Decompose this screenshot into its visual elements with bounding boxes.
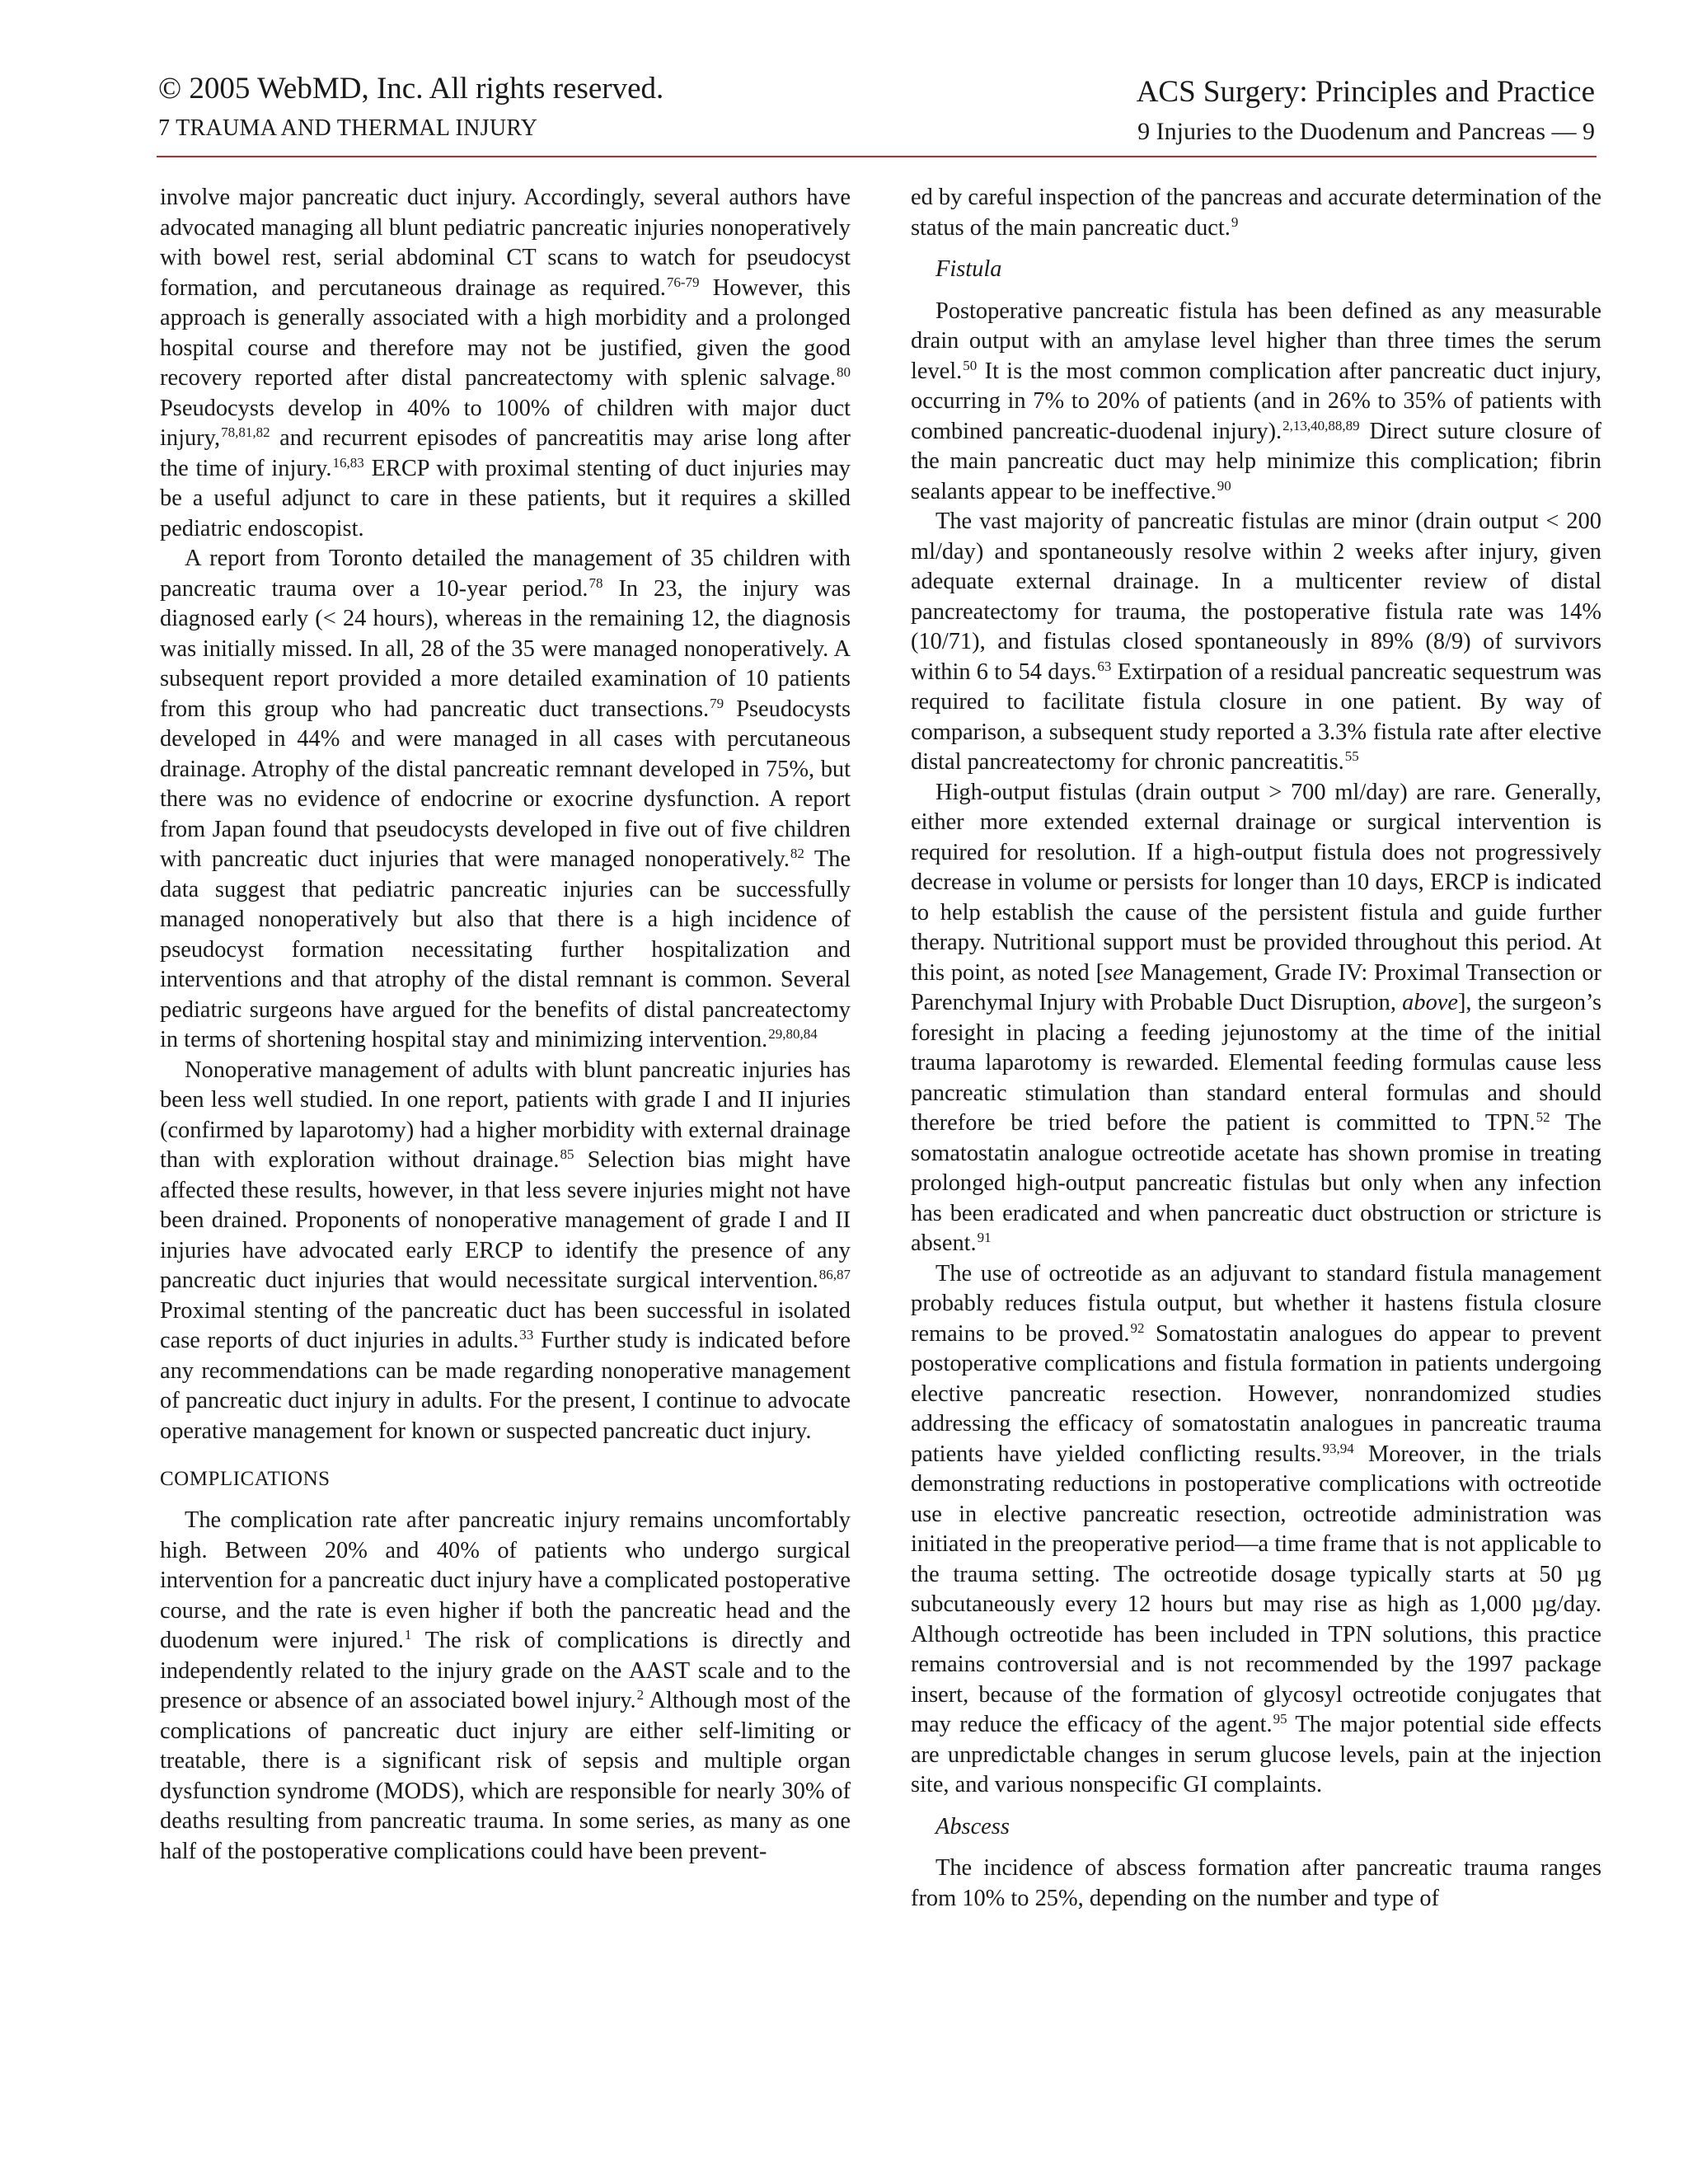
citation: 82 [790,846,804,861]
citation: 63 [1097,658,1112,674]
citation: 78 [588,574,603,591]
citation: 92 [1130,1319,1145,1336]
paragraph: Nonoperative management of adults with blunt pancreatic injuries has been less well studied. In one report, patients with grade I and II injuries (confirmed by laparotomy) had a higher morbidity with external drainage than with exploration without drainage.$^{85}$ Selection bias might have affected these results, however, in that less severe injuries might not have been drained. Proponents of nonoperative management of grade I and II injuries have advocated early ERCP to identify the presence of any pancreatic duct injuries that would necessitate surgical intervention.$^{86,87}$ Proximal stenting of the pancreatic duct has been successful in isolated case reports of duct injuries in adults.$^{33}$ Further study is indicated before any recommendations can be made regarding nonoperative management of pancreatic duct injury in adults. For the present, I continue to advocate operative management for known or suspected pancreatic duct injury. [160,1057,851,1444]
subheading-abscess: Abscess [935,1813,1010,1840]
cross-reference-see: see [1104,959,1134,986]
citation: 91 [977,1230,992,1245]
header-rule [157,156,1597,157]
citation: 80 [837,364,851,380]
citation: 2,13,40,88,89 [1282,417,1360,434]
citation: 76-79 [666,274,700,290]
section-title: 7 TRAUMA AND THERMAL INJURY [158,115,538,141]
citation: 50 [963,357,978,373]
citation: 78,81,82 [221,424,270,440]
cross-reference-above: above [1402,990,1458,1015]
citation: 2 [636,1687,645,1703]
paragraph: The complication rate after pancreatic injury remains uncomfortably high. Between 20% and 40% of patients who undergo surgical intervention for a pancreatic duct injury have a complicated postoperative course, and the rate is even higher if both the pancreatic head and the duodenum were injured.$^1$ The risk of complications is directly and independently related to the injury grade on the AAST scale and to the presence or absence of an associated bowel injury.$^2$ Although most of the complications of pancreatic duct injury are either self-limiting or treatable, there is a significant risk of sepsis and multiple organ dysfunction syndrome (MODS), which are responsible for nearly 30% of deaths resulting from pancreatic trauma. In some series, as many as one half of the postoperative complications could have been prevent- [160,1507,851,1864]
section-heading-complications: COMPLICATIONS [160,1468,331,1490]
citation: 1 [404,1627,412,1643]
citation: 16,83 [332,454,364,471]
paragraph: ed by careful inspection of the pancreas and accurate determination of the status of the main pancreatic duct.$^9$ [911,185,1601,241]
paragraph: The use of octreotide as an adjuvant to standard fistula management probably reduces fistula output, but whether it hastens fistula closure remains to be proved.$^{92}$ Somatostatin analogues do appear to prevent postoperative complications and fistula formation in patients undergoing elective pancreatic resection. However, nonrandomized studies addressing the efficacy of somatostatin analogues in pancreatic trauma patients have yielded conflicting results.$^{93,94}$ Moreover, in the trials demonstrating reductions in postoperative complications with octreotide use in elective pancreatic resection, octreotide administration was initiated in the preoperative period—a time frame that is not applicable to the trauma setting. The octreotide dosage typically starts at 50 µg subcutaneously every 12 hours but may rise as high as 1,000 µg/day. Although octreotide has been included in TPN solutions, this practice remains controversial and is not recommended by the 1997 package insert, because of the formation of glycosyl octreotide conjugates that may reduce the efficacy of the agent.$^{95}$ The major potential side effects are unpredictable changes in serum glucose levels, pain at the injection site, and various nonspecific GI complaints. [911,1260,1602,1797]
paragraph: High-output fistulas (drain output > 700 ml/day) are rare. Generally, either more extended external drainage or surgical intervention is required for resolution. If a high-output fistula does not progressively decrease in volume or persists for longer than 10 days, ERCP is indicated to help establish the cause of the persistent fistula and guide further therapy. Nutritional support must be provided throughout this period. At this point, as noted [see Management, Grade IV: Proximal Transection or Parenchymal Injury with Probable Duct Disruption, above], the surgeon’s foresight in placing a feeding jejunostomy at the time of the initial trauma laparotomy is rewarded. Elemental feeding formulas cause less pancreatic stimulation than standard enteral formulas and should therefore be tried before the patient is committed to TPN.$^{52}$ The somatostatin analogue octreotide acetate has shown promise in treating prolonged high-output pancreatic fistulas but only when any infection has been eradicated and when pancreatic duct obstruction or stricture is absent.$^{91}$ [911,779,1602,1256]
right-column [911,183,1601,1914]
citation: 90 [1217,477,1231,494]
subheading-fistula: Fistula [935,256,1002,282]
paragraph: Postoperative pancreatic fistula has been defined as any measurable drain output with an amylase level higher than three times the serum level.$^{50}$ It is the most common complication after pancreatic duct injury, occurring in 7% to 20% of patients (and in 26% to 35% of patients with combined pancreatic-duodenal injury).$^{2,13,40,88,89}$ Direct suture closure of the main pancreatic duct may help minimize this complication; fibrin sealants appear to be ineffective.$^{90}$ [911,298,1602,504]
chapter-title: 9 Injuries to the Duodenum and Pancreas — 9 [1137,118,1595,145]
citation: 95 [1273,1711,1287,1727]
citation: 93,94 [1322,1440,1354,1456]
citation: 33 [519,1327,534,1343]
citation: 86,87 [818,1267,851,1282]
citation: 85 [560,1146,574,1162]
book-title: ACS Surgery: Principles and Practice [1136,75,1595,109]
citation: 79 [710,695,724,711]
citation: 52 [1536,1109,1550,1125]
page-header [158,71,1595,152]
citation: 29,80,84 [768,1026,818,1042]
copyright-notice: © 2005 WebMD, Inc. All rights reserved. [158,72,664,105]
paragraph: A report from Toronto detailed the management of 35 children with pancreatic trauma over a 10-year period.$^{78}$ In 23, the injury was diagnosed early (< 24 hours), whereas in the remaining 12, the diagnosis was initially missed. In all, 28 of the 35 were managed nonoperatively. A subsequent report provided a more detailed examination of 10 patients from this group who had pancreatic duct transections.$^{79}$ Pseudocysts developed in 44% and were managed in all cases with percutaneous drainage. Atrophy of the distal pancreatic remnant developed in 75%, but there was no evidence of endocrine or exocrine dysfunction. A report from Japan found that pseudocysts developed in five out of five children with pancreatic duct injuries that were managed nonoperatively.$^{82}$ The data suggest that pediatric pancreatic injuries can be successfully managed nonoperatively but also that there is a high incidence of pseudocyst formation necessitating further hospitalization and interventions and that atrophy of the distal remnant is common. Several pediatric surgeons have argued for the benefits of distal pancreatectomy in terms of shortening hospital stay and minimizing intervention.$^{29,80,84}$ [160,546,851,1052]
paragraph: The vast majority of pancreatic fistulas are minor (drain output < 200 ml/day) and spontaneously resolve within 2 weeks after injury, given adequate external drainage. In a multicenter review of distal pancreatectomy for trauma, the postoperative fistula rate was 14% (10/71), and fistulas closed spontaneously in 89% (8/9) of survivors within 6 to 54 days.$^{63}$ Extirpation of a residual pancreatic sequestrum was required to facilitate fistula closure in one patient. By way of comparison, a subsequent study reported a 3.3% fistula rate after elective distal pancreatectomy for chronic pancreatitis.$^{55}$ [911,509,1601,775]
paragraph: The incidence of abscess formation after pancreatic trauma ranges from 10% to 25%, depending on the number and type of [911,1855,1601,1911]
citation: 9 [1231,213,1239,230]
citation: 55 [1344,748,1359,764]
left-column [160,183,851,1867]
paragraph: involve major pancreatic duct injury. Accordingly, several authors have advocated managing all blunt pediatric pancreatic injuries nonoperatively with bowel rest, serial abdominal CT scans to watch for pseudocyst formation, and percutaneous drainage as required.$^{76-79}$ However, this approach is generally associated with a high morbidity and a prolonged hospital course and therefore may not be justified, given the good recovery reported after distal pancreatectomy with splenic salvage.$^{80}$ Pseudocysts develop in 40% to 100% of children with major duct injury,$^{78,81,82}$ and recurrent episodes of pancreatitis may arise long after the time of injury.$^{16,83}$ ERCP with proximal stenting of duct injuries may be a useful adjunct to care in these patients, but it requires a skilled pediatric endoscopist. [160,185,851,541]
